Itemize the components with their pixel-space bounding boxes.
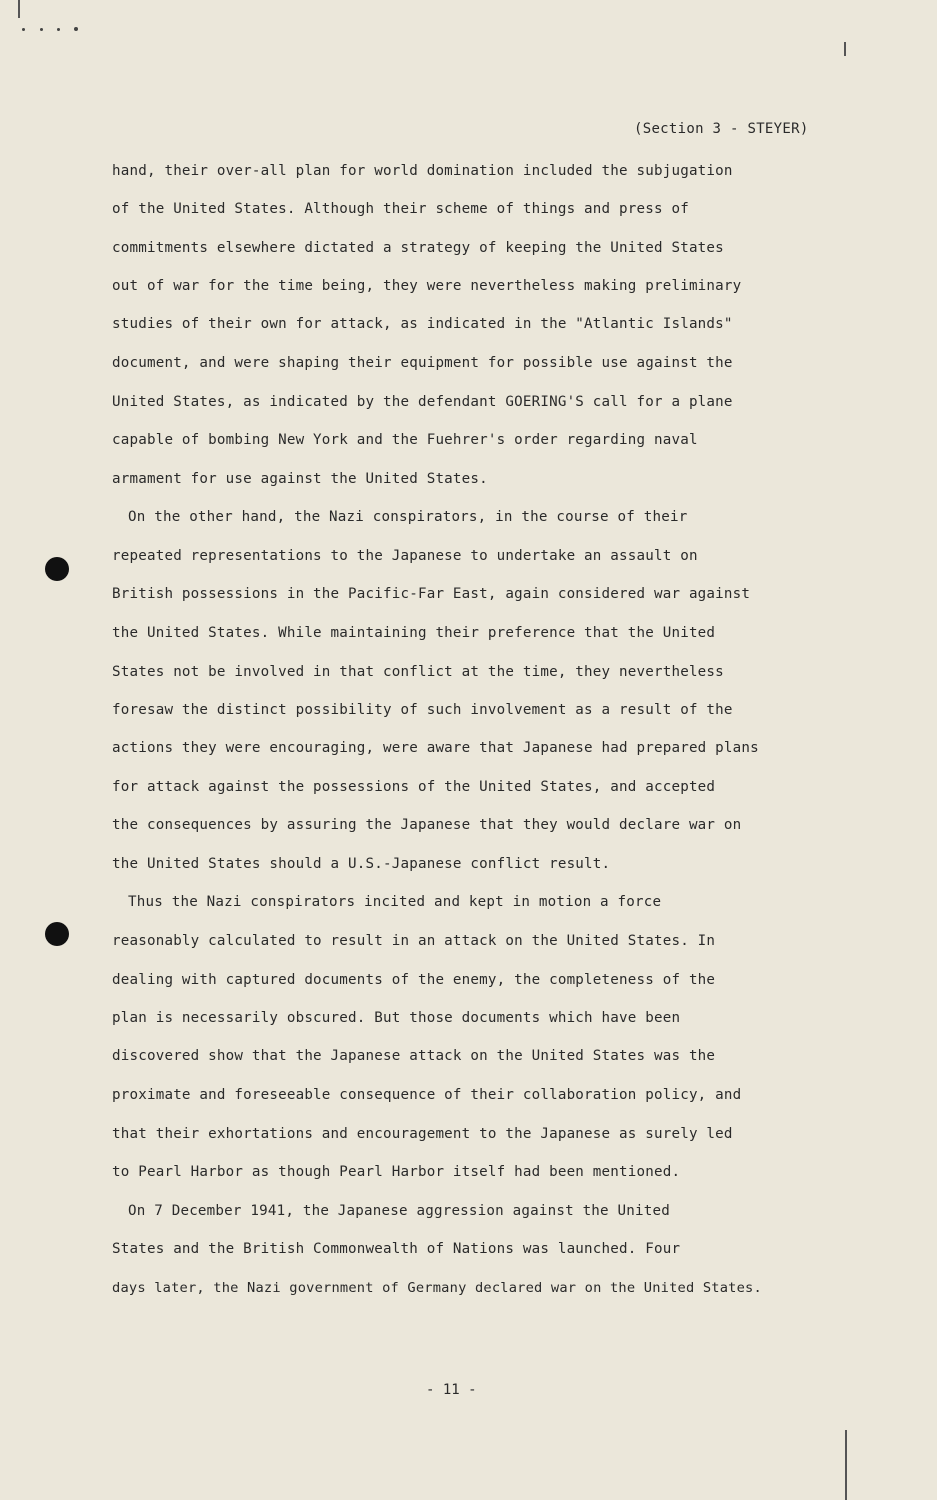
text-line: repeated representations to the Japanese to undertake an assault on — [112, 548, 698, 564]
text-line: discovered show that the Japanese attack on the United States was the — [112, 1048, 716, 1064]
text-line: studies of their own for attack, as indicated in the "Atlantic Islands" — [112, 316, 733, 332]
text-line: commitments elsewhere dictated a strategy of keeping the United States — [112, 240, 724, 256]
text-line: that their exhortations and encouragement to the Japanese as surely led — [112, 1126, 733, 1142]
text-line: United States, as indicated by the defendant GOERING'S call for a plane — [112, 394, 733, 410]
text-line: the consequences by assuring the Japanese that they would declare war on — [112, 817, 742, 833]
text-line: to Pearl Harbor as though Pearl Harbor itself had been mentioned. — [112, 1164, 681, 1180]
text-line: document, and were shaping their equipment for possible use against the — [112, 355, 733, 371]
text-line: reasonably calculated to result in an attack on the United States. In — [112, 933, 716, 949]
text-line: dealing with captured documents of the enemy, the completeness of the — [112, 972, 716, 988]
text-line: days later, the Nazi government of Germany declared war on the United States. — [112, 1280, 762, 1296]
punch-hole — [45, 557, 69, 581]
text-line: capable of bombing New York and the Fuehrer's order regarding naval — [112, 432, 698, 448]
text-line: British possessions in the Pacific-Far East, again considered war against — [112, 586, 751, 602]
punch-hole — [45, 922, 69, 946]
text-line: out of war for the time being, they were nevertheless making preliminary — [112, 278, 742, 294]
scan-dot — [40, 28, 43, 31]
scan-mark — [844, 42, 846, 56]
text-line: Thus the Nazi conspirators incited and kept in motion a force — [128, 894, 662, 910]
text-line: the United States should a U.S.-Japanese conflict result. — [112, 856, 611, 872]
edge-line — [845, 1430, 847, 1500]
text-line: On 7 December 1941, the Japanese aggression against the United — [128, 1203, 670, 1219]
text-line: plan is necessarily obscured. But those documents which have been — [112, 1010, 681, 1026]
scan-dot — [57, 28, 60, 31]
scan-dot — [22, 28, 25, 31]
section-header: (Section 3 - STEYER) — [634, 121, 809, 137]
page-number: - 11 - — [426, 1382, 477, 1398]
scan-dot — [74, 27, 78, 31]
text-line: actions they were encouraging, were aware that Japanese had prepared plans — [112, 740, 759, 756]
text-line: for attack against the possessions of the United States, and accepted — [112, 779, 716, 795]
text-line: foresaw the distinct possibility of such involvement as a result of the — [112, 702, 733, 718]
text-line: hand, their over-all plan for world domination included the subjugation — [112, 163, 733, 179]
text-line: of the United States. Although their scheme of things and press of — [112, 201, 689, 217]
text-line: States and the British Commonwealth of Nations was launched. Four — [112, 1241, 681, 1257]
text-line: the United States. While maintaining their preference that the United — [112, 625, 716, 641]
text-line: proximate and foreseeable consequence of their collaboration policy, and — [112, 1087, 742, 1103]
text-line: States not be involved in that conflict at the time, they nevertheless — [112, 664, 724, 680]
text-line: armament for use against the United States. — [112, 471, 488, 487]
text-line: On the other hand, the Nazi conspirators, in the course of their — [128, 509, 688, 525]
scan-mark — [18, 0, 20, 18]
